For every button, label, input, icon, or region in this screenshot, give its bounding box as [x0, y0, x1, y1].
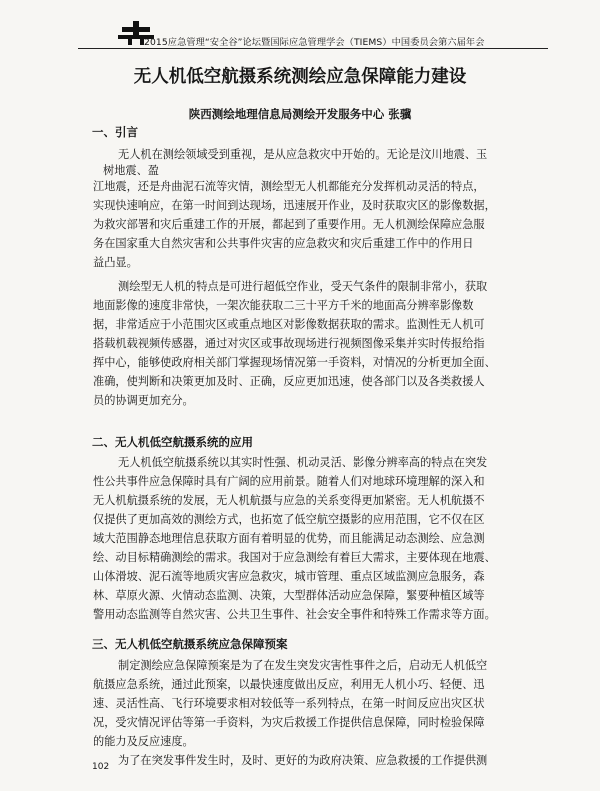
header-rule	[78, 48, 548, 49]
body-line: 地面影像的速度非常快，一架次能获取二三十平方千米的地面高分辨率影像数	[93, 299, 474, 312]
paper-author: 陕西测绘地理信息局测绘开发服务中心 张骥	[188, 107, 412, 121]
body-line: 山体滑坡、泥石流等地质灾害应急救灾，城市管理、重点区域监测应急服务，森	[93, 570, 485, 583]
body-line: 据，非常适应于小范围灾区或重点地区对影像数据获取的需求。监测性无人机可	[93, 318, 485, 331]
body-line: 江地震，还是舟曲泥石流等灾情，测绘型无人机都能充分发挥机动灵活的特点，	[93, 180, 485, 193]
body-line: 为了在突发事件发生时，及时、更好的为政府决策、应急救援的工作提供测	[118, 754, 488, 767]
body-line: 的能力及反应速度。	[93, 735, 194, 748]
paper-title: 无人机低空航摄系统测绘应急保障能力建设	[133, 67, 467, 87]
body-line: 林、草原火源、火情动态监测、决策，大型群体活动应急保障，緊要种植区域等	[93, 589, 485, 602]
body-line: 准确，使判断和决策更加及时、正确，反应更加迅速，使各部门以及各类救援人	[93, 375, 485, 388]
body-line: 绘、动目标精确测绘的需求。我国对于应急测绘有着巨大需求，主要体现在地震、	[93, 551, 496, 564]
body-line: 无人机航摄系统的发展，无人机航摄与应急的关系变得更加紧密。无人机航摄不	[93, 494, 485, 507]
body-line: 制定测绘应急保障预案是为了在发生突发灾害性事件之后，启动无人机低空	[118, 659, 488, 672]
page-number: 102	[92, 762, 110, 772]
section-heading: 一、引言	[92, 125, 138, 139]
body-line: 挥中心，能够使政府相关部门掌握现场情况第一手资料，对情况的分析更加全面、	[93, 356, 496, 369]
body-line: 仅提供了更加高效的测绘方式，也拓宽了低空航空摄影的应用范围，它不仅在区	[93, 513, 485, 526]
body-line: 树地震、盈	[103, 164, 159, 177]
body-line: 速、灵活性高、飞行环境要求相对较低等一系列特点，在第一时间反应出灾区状	[93, 697, 485, 710]
section-heading: 三、无人机低空航摄系统应急保障预案	[92, 637, 288, 651]
running-title: 2015应急管理“安全谷”论坛暨国际应急管理学会（TIEMS）中国委员会第六届年会	[144, 37, 485, 48]
body-line: 益凸显。	[93, 256, 138, 269]
body-line: 测绘型无人机的特点是可进行超低空作业，受天气条件的限制非常小，获取	[118, 280, 488, 293]
body-line: 员的协调更加充分。	[93, 394, 194, 407]
body-line: 务在国家重大自然灾害和公共事件灾害的应急救灾和灾后重建工作中的作用日	[93, 237, 474, 250]
body-line: 性公共事件应急保障时具有广阔的应用前景。随着人们对地球环境理解的深入和	[93, 475, 485, 488]
body-line: 为救灾部署和灾后重建工作的开展，都起到了重要作用。无人机测绘保障应急服	[93, 218, 485, 231]
body-line: 实现快速响应，在第一时间到达现场，迅速展开作业，及时获取灾区的影像数据，	[93, 199, 496, 212]
body-line: 搭载机载视频传感器，通过对灾区或事故现场进行视频图像采集并实时传报给指	[93, 337, 485, 350]
body-line: 无人机在测绘领域受到重视，是从应急救灾中开始的。无论是汶川地震、玉	[118, 148, 488, 161]
section-heading: 二、无人机低空航摄系统的应用	[92, 435, 253, 449]
body-line: 域大范围静态地理信息获取方面有着明显的优势，而且能满足动态测绘、应急测	[93, 532, 485, 545]
body-line: 航摄应急系统，通过此预案，以最快速度做出反应，利用无人机小巧、轻便、迅	[93, 678, 485, 691]
body-line: 况，受灾情况评估等第一手资料，为灾后救援工作提供信息保障，同时检验保障	[93, 716, 485, 729]
body-line: 警用动态监测等自然灾害、公共卫生事件、社会安全事件和特殊工作需求等方面。	[93, 608, 496, 621]
running-header	[78, 20, 548, 50]
body-line: 无人机低空航摄系统以其实时性强、机动灵活、影像分辨率高的特点在突发	[118, 456, 488, 469]
